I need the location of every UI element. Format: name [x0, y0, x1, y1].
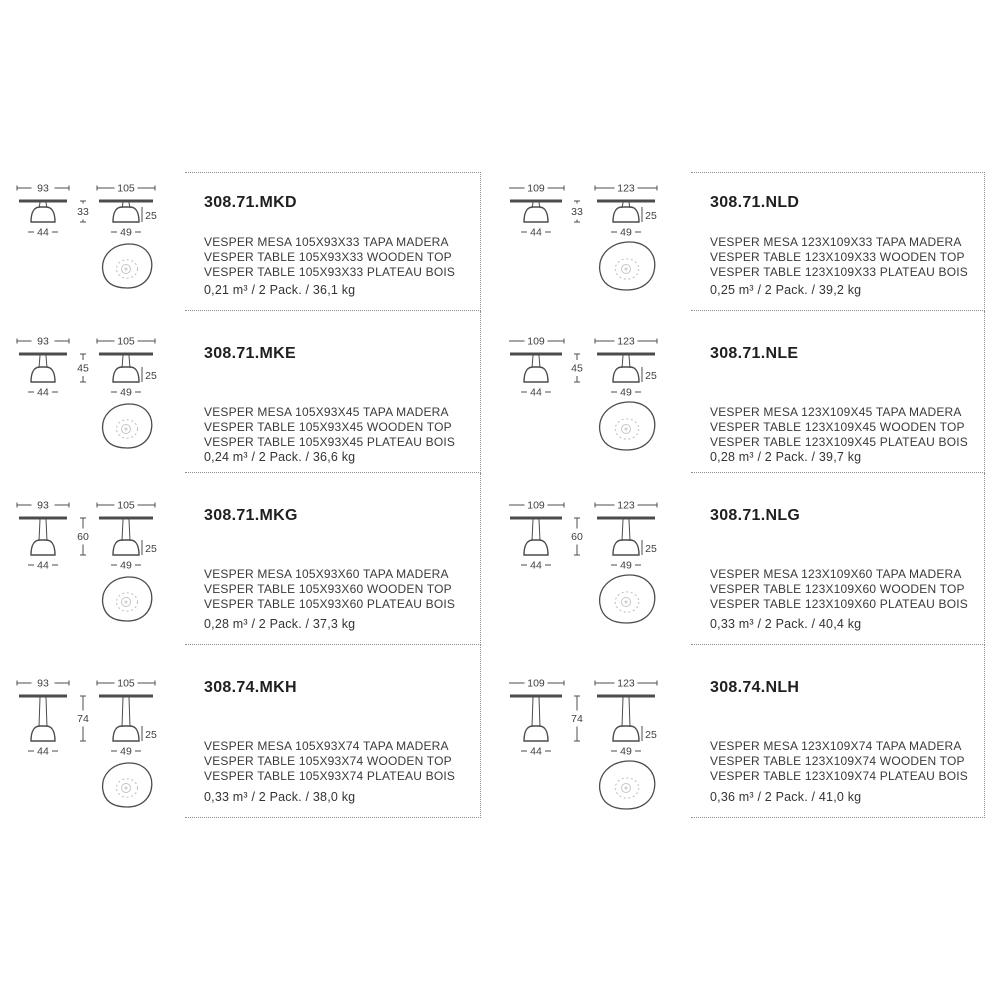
product-drawing-panel — [509, 311, 691, 473]
product-info-box — [185, 645, 481, 818]
technical-drawing — [15, 172, 185, 311]
width-dimension — [595, 336, 657, 348]
svg-text:49: 49 — [620, 226, 632, 239]
product-code: 308.74.NLH — [710, 679, 800, 696]
width-dimension — [509, 183, 564, 195]
product-row — [509, 311, 985, 473]
svg-text:44: 44 — [530, 386, 542, 399]
product-code: 308.74.MKH — [204, 679, 297, 696]
side-view-drawing — [19, 354, 67, 382]
technical-drawing — [509, 645, 691, 818]
width-dimension — [17, 678, 69, 690]
svg-text:109: 109 — [527, 499, 545, 512]
svg-text:74: 74 — [571, 713, 583, 725]
width-dimension — [509, 500, 564, 512]
svg-text:44: 44 — [37, 559, 49, 572]
base-width-dimension — [521, 387, 551, 399]
svg-text:25: 25 — [145, 543, 157, 555]
base-width-dimension — [611, 746, 641, 758]
svg-text:49: 49 — [120, 226, 132, 239]
svg-text:123: 123 — [617, 499, 635, 512]
base-height-dimension — [642, 207, 657, 222]
top-view-drawing — [103, 763, 152, 807]
product-description — [204, 235, 466, 280]
product-drawing-panel — [15, 172, 185, 311]
svg-text:49: 49 — [120, 386, 132, 399]
width-dimension — [97, 678, 155, 690]
top-view-drawing — [600, 402, 655, 450]
packing-info: 0,21 m³ / 2 Pack. / 36,1 kg — [204, 283, 356, 297]
base-width-dimension — [611, 227, 641, 239]
technical-drawing — [15, 473, 185, 645]
packing-info: 0,28 m³ / 2 Pack. / 39,7 kg — [710, 450, 862, 464]
product-row — [509, 645, 985, 818]
product-description-fr: VESPER TABLE 123X109X45 PLATEAU BOIS — [710, 435, 968, 449]
svg-text:49: 49 — [620, 559, 632, 572]
product-description-es: VESPER MESA 105X93X74 TAPA MADERA — [204, 739, 449, 753]
side-view-drawing — [510, 696, 562, 741]
technical-drawing — [509, 473, 691, 645]
svg-text:33: 33 — [77, 206, 89, 218]
packing-info: 0,36 m³ / 2 Pack. / 41,0 kg — [710, 790, 862, 804]
product-description — [710, 739, 970, 784]
width-dimension — [17, 336, 69, 348]
height-dimension — [571, 518, 583, 555]
product-description-es: VESPER MESA 123X109X60 TAPA MADERA — [710, 567, 962, 581]
product-code: 308.71.MKE — [204, 345, 296, 362]
product-drawing-panel — [509, 473, 691, 645]
svg-text:93: 93 — [37, 677, 49, 690]
base-height-dimension — [642, 726, 657, 741]
svg-text:109: 109 — [527, 677, 545, 690]
base-width-dimension — [111, 387, 141, 399]
base-height-dimension — [142, 367, 157, 382]
product-row — [15, 645, 481, 818]
width-dimension — [509, 678, 564, 690]
height-dimension — [571, 201, 583, 222]
product-code: 308.71.MKD — [204, 194, 297, 211]
svg-text:93: 93 — [37, 335, 49, 348]
svg-text:25: 25 — [145, 729, 157, 741]
product-description-en: VESPER TABLE 123X109X45 WOODEN TOP — [710, 420, 965, 434]
product-description-en: VESPER TABLE 123X109X74 WOODEN TOP — [710, 754, 965, 768]
svg-text:44: 44 — [530, 559, 542, 572]
product-description-es: VESPER MESA 105X93X33 TAPA MADERA — [204, 235, 449, 249]
width-dimension — [595, 678, 657, 690]
product-description-es: VESPER MESA 105X93X45 TAPA MADERA — [204, 405, 449, 419]
top-view-drawing — [103, 244, 152, 288]
product-row — [15, 473, 481, 645]
top-view-drawing — [600, 761, 655, 809]
product-drawing-panel — [509, 645, 691, 818]
svg-text:25: 25 — [645, 543, 657, 555]
svg-text:105: 105 — [117, 335, 135, 348]
product-description-fr: VESPER TABLE 105X93X60 PLATEAU BOIS — [204, 597, 456, 611]
product-row — [15, 311, 481, 473]
base-width-dimension — [611, 387, 641, 399]
product-description-en: VESPER TABLE 105X93X60 WOODEN TOP — [204, 582, 452, 596]
technical-drawing — [509, 172, 691, 311]
base-height-dimension — [642, 367, 657, 382]
svg-text:105: 105 — [117, 499, 135, 512]
svg-text:93: 93 — [37, 499, 49, 512]
base-width-dimension — [111, 746, 141, 758]
product-description-en: VESPER TABLE 123X109X60 WOODEN TOP — [710, 582, 965, 596]
svg-text:93: 93 — [37, 182, 49, 195]
base-width-dimension — [521, 746, 551, 758]
product-description-fr: VESPER TABLE 123X109X33 PLATEAU BOIS — [710, 265, 968, 279]
product-info-box — [691, 645, 985, 818]
svg-text:109: 109 — [527, 335, 545, 348]
height-dimension — [77, 201, 89, 222]
svg-text:49: 49 — [120, 559, 132, 572]
top-view-drawing — [103, 404, 152, 448]
product-drawing-panel — [15, 311, 185, 473]
product-description-fr: VESPER TABLE 123X109X60 PLATEAU BOIS — [710, 597, 968, 611]
base-width-dimension — [28, 560, 58, 572]
product-description-fr: VESPER TABLE 105X93X45 PLATEAU BOIS — [204, 435, 456, 449]
base-width-dimension — [611, 560, 641, 572]
svg-text:25: 25 — [645, 370, 657, 382]
product-description-en: VESPER TABLE 105X93X45 WOODEN TOP — [204, 420, 452, 434]
side-view-drawing — [19, 518, 67, 555]
product-code: 308.71.NLD — [710, 194, 800, 211]
product-description — [204, 405, 466, 450]
catalog-grid — [15, 172, 985, 818]
svg-text:49: 49 — [620, 745, 632, 758]
product-row — [15, 172, 481, 311]
product-code: 308.71.MKG — [204, 507, 298, 524]
product-description-en: VESPER TABLE 105X93X74 WOODEN TOP — [204, 754, 452, 768]
svg-text:123: 123 — [617, 182, 635, 195]
svg-text:44: 44 — [530, 226, 542, 239]
base-height-dimension — [142, 207, 157, 222]
base-width-dimension — [521, 227, 551, 239]
top-view-drawing — [600, 575, 655, 623]
catalog-column-left — [15, 172, 481, 818]
catalog-column-right — [509, 172, 985, 818]
packing-info: 0,33 m³ / 2 Pack. / 38,0 kg — [204, 790, 356, 804]
product-description — [710, 235, 970, 280]
product-description-es: VESPER MESA 123X109X45 TAPA MADERA — [710, 405, 962, 419]
svg-text:44: 44 — [530, 745, 542, 758]
svg-text:123: 123 — [617, 677, 635, 690]
svg-text:44: 44 — [37, 226, 49, 239]
product-description-en: VESPER TABLE 105X93X33 WOODEN TOP — [204, 250, 452, 264]
packing-info: 0,33 m³ / 2 Pack. / 40,4 kg — [710, 617, 862, 631]
height-dimension — [571, 696, 583, 741]
height-dimension — [77, 518, 89, 555]
product-info-box — [185, 473, 481, 645]
svg-text:45: 45 — [571, 362, 583, 375]
product-description — [710, 405, 970, 450]
packing-info: 0,28 m³ / 2 Pack. / 37,3 kg — [204, 617, 356, 631]
product-info-box — [691, 473, 985, 645]
technical-drawing — [15, 645, 185, 818]
svg-text:44: 44 — [37, 386, 49, 399]
product-description-fr: VESPER TABLE 105X93X33 PLATEAU BOIS — [204, 265, 456, 279]
svg-text:105: 105 — [117, 677, 135, 690]
base-width-dimension — [521, 560, 551, 572]
width-dimension — [97, 336, 155, 348]
product-description-en: VESPER TABLE 123X109X33 WOODEN TOP — [710, 250, 965, 264]
product-drawing-panel — [509, 172, 691, 311]
base-height-dimension — [142, 540, 157, 555]
technical-drawing — [15, 311, 185, 473]
side-view-drawing — [19, 201, 67, 222]
width-dimension — [509, 336, 564, 348]
width-dimension — [97, 183, 155, 195]
svg-text:49: 49 — [120, 745, 132, 758]
product-code: 308.71.NLE — [710, 345, 799, 362]
svg-text:45: 45 — [77, 362, 89, 375]
technical-drawing — [509, 311, 691, 473]
product-drawing-panel — [15, 645, 185, 818]
svg-text:105: 105 — [117, 182, 135, 195]
width-dimension — [17, 500, 69, 512]
width-dimension — [97, 500, 155, 512]
product-description — [204, 739, 466, 784]
svg-text:49: 49 — [620, 386, 632, 399]
top-view-drawing — [600, 242, 655, 290]
base-width-dimension — [28, 387, 58, 399]
packing-info: 0,25 m³ / 2 Pack. / 39,2 kg — [710, 283, 862, 297]
svg-text:74: 74 — [77, 713, 89, 725]
product-row — [509, 172, 985, 311]
svg-text:25: 25 — [145, 210, 157, 222]
svg-text:60: 60 — [77, 531, 89, 543]
product-description-es: VESPER MESA 123X109X33 TAPA MADERA — [710, 235, 962, 249]
width-dimension — [595, 500, 657, 512]
base-width-dimension — [28, 746, 58, 758]
product-description-es: VESPER MESA 105X93X60 TAPA MADERA — [204, 567, 449, 581]
base-width-dimension — [28, 227, 58, 239]
product-info-box — [185, 311, 481, 473]
svg-text:60: 60 — [571, 531, 583, 543]
height-dimension — [77, 354, 89, 382]
base-width-dimension — [111, 560, 141, 572]
packing-info: 0,24 m³ / 2 Pack. / 36,6 kg — [204, 450, 356, 464]
side-view-drawing — [510, 354, 562, 382]
svg-text:25: 25 — [645, 210, 657, 222]
svg-text:44: 44 — [37, 745, 49, 758]
svg-text:25: 25 — [645, 729, 657, 741]
svg-text:25: 25 — [145, 370, 157, 382]
width-dimension — [17, 183, 69, 195]
side-view-drawing — [510, 201, 562, 222]
side-view-drawing — [19, 696, 67, 741]
product-row — [509, 473, 985, 645]
svg-text:123: 123 — [617, 335, 635, 348]
svg-text:33: 33 — [571, 206, 583, 218]
base-height-dimension — [142, 726, 157, 741]
height-dimension — [571, 354, 583, 382]
svg-text:109: 109 — [527, 182, 545, 195]
base-height-dimension — [642, 540, 657, 555]
product-code: 308.71.NLG — [710, 507, 801, 524]
base-width-dimension — [111, 227, 141, 239]
product-description-fr: VESPER TABLE 123X109X74 PLATEAU BOIS — [710, 769, 968, 783]
product-description-es: VESPER MESA 123X109X74 TAPA MADERA — [710, 739, 962, 753]
product-info-box — [691, 172, 985, 311]
product-drawing-panel — [15, 473, 185, 645]
product-description-fr: VESPER TABLE 105X93X74 PLATEAU BOIS — [204, 769, 456, 783]
height-dimension — [77, 696, 89, 741]
product-info-box — [185, 172, 481, 311]
top-view-drawing — [103, 577, 152, 621]
width-dimension — [595, 183, 657, 195]
product-description — [710, 567, 970, 612]
side-view-drawing — [510, 518, 562, 555]
product-description — [204, 567, 466, 612]
product-info-box — [691, 311, 985, 473]
